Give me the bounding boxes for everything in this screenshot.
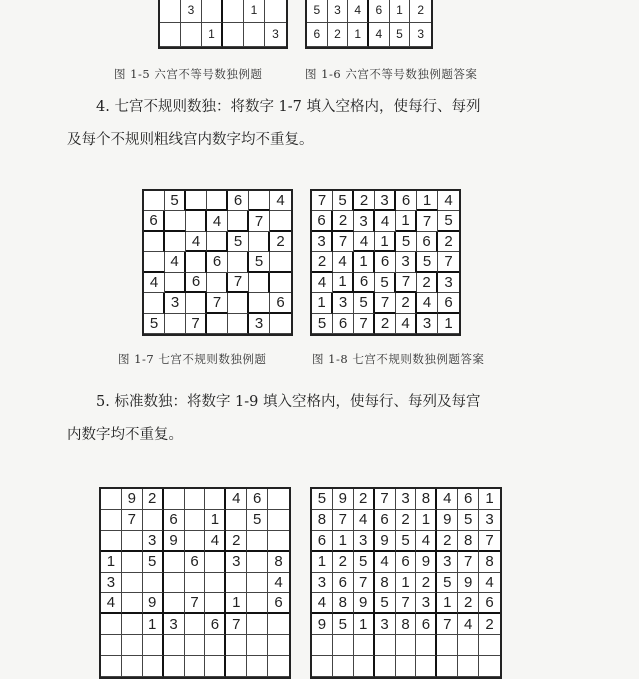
figure-1-5-puzzle-grid (158, 0, 288, 49)
grid-cell (265, 0, 286, 23)
grid-cell: 6 (312, 531, 333, 552)
grid-cell: 2 (312, 252, 333, 272)
grid-cell: 9 (437, 510, 458, 531)
grid-cell (164, 635, 185, 656)
grid-cell (416, 656, 437, 677)
grid-cell (186, 252, 207, 272)
grid-cell: 4 (369, 23, 390, 47)
grid-cell (205, 656, 226, 677)
grid-cell: 7 (375, 489, 396, 510)
grid-cell: 5 (375, 273, 396, 293)
section-5-text-line-2: 内数字均不重复。 (67, 427, 183, 443)
grid-cell (375, 656, 396, 677)
grid-cell: 2 (375, 314, 396, 334)
grid-cell: 5 (437, 573, 458, 594)
grid-cell: 8 (416, 489, 437, 510)
grid-cell: 1 (143, 614, 164, 635)
figure-1-7-puzzle-grid (142, 189, 293, 336)
grid-cell: 1 (396, 573, 417, 594)
grid-cell: 6 (375, 252, 396, 272)
grid-cell (312, 656, 333, 677)
grid-cell (164, 489, 185, 510)
grid-cell (268, 531, 289, 552)
grid-cell: 3 (438, 273, 459, 293)
grid-cell (205, 489, 226, 510)
grid-cell (333, 656, 354, 677)
grid-cell: 1 (438, 314, 459, 334)
grid-cell: 4 (226, 489, 247, 510)
grid-cell (226, 510, 247, 531)
grid-cell: 6 (458, 489, 479, 510)
grid-cell (202, 0, 223, 23)
grid-cell: 1 (226, 593, 247, 614)
grid-cell (458, 656, 479, 677)
grid-cell: 7 (417, 211, 438, 231)
grid-cell (186, 191, 207, 211)
grid-cell (247, 573, 268, 594)
grid-cell: 3 (417, 314, 438, 334)
grid-cell (268, 614, 289, 635)
grid-cell (268, 489, 289, 510)
grid-cell (396, 635, 417, 656)
grid-cell (165, 314, 186, 334)
grid-cell (185, 635, 206, 656)
grid-cell: 7 (458, 552, 479, 573)
grid-cell: 2 (354, 191, 375, 211)
grid-cell: 2 (438, 232, 459, 252)
grid-cell (205, 635, 226, 656)
grid-cell: 5 (458, 510, 479, 531)
grid-cell: 5 (143, 552, 164, 573)
grid-cell (396, 656, 417, 677)
grid-cell: 7 (207, 293, 228, 313)
grid-cell (122, 531, 143, 552)
grid-cell: 1 (312, 552, 333, 573)
grid-cell (249, 293, 270, 313)
grid-cell: 7 (437, 614, 458, 635)
grid-cell (458, 635, 479, 656)
grid-cell: 5 (375, 593, 396, 614)
grid-cell: 9 (333, 489, 354, 510)
grid-cell: 4 (438, 191, 459, 211)
grid-cell: 5 (354, 552, 375, 573)
grid-cell: 6 (417, 232, 438, 252)
grid-cell (143, 573, 164, 594)
grid-cell: 6 (354, 273, 375, 293)
grid-cell (164, 552, 185, 573)
grid-cell: 6 (375, 510, 396, 531)
grid-cell: 9 (164, 531, 185, 552)
grid-cell: 2 (333, 552, 354, 573)
grid-cell: 1 (354, 614, 375, 635)
grid-cell (185, 510, 206, 531)
grid-cell: 3 (101, 573, 122, 594)
grid-cell: 3 (354, 211, 375, 231)
grid-cell: 2 (417, 273, 438, 293)
grid-cell (164, 573, 185, 594)
grid-cell: 2 (416, 573, 437, 594)
grid-cell: 7 (333, 510, 354, 531)
grid-cell: 5 (249, 252, 270, 272)
grid-cell (247, 593, 268, 614)
grid-cell: 7 (185, 593, 206, 614)
grid-cell: 6 (144, 211, 165, 231)
grid-cell (144, 293, 165, 313)
grid-cell (144, 191, 165, 211)
figure-1-9-puzzle-grid (99, 487, 291, 679)
grid-cell (247, 552, 268, 573)
grid-cell: 3 (265, 23, 286, 47)
grid-cell (437, 656, 458, 677)
grid-cell (185, 573, 206, 594)
grid-cell (247, 656, 268, 677)
figure-1-6-answer-grid (305, 0, 433, 49)
grid-cell: 4 (165, 252, 186, 272)
grid-cell (333, 635, 354, 656)
grid-cell (270, 252, 291, 272)
grid-cell: 1 (333, 531, 354, 552)
figure-1-8-caption: 图 1-8 七宫不规则数独例题答案 (312, 352, 485, 366)
grid-cell: 4 (348, 0, 369, 23)
grid-cell: 7 (396, 593, 417, 614)
figure-1-7-caption: 图 1-7 七宫不规则数独例题 (118, 352, 267, 366)
grid-cell: 3 (312, 232, 333, 252)
grid-cell: 4 (312, 273, 333, 293)
grid-cell (164, 656, 185, 677)
grid-cell: 5 (312, 489, 333, 510)
grid-cell: 6 (268, 593, 289, 614)
grid-cell (164, 593, 185, 614)
grid-cell: 5 (247, 510, 268, 531)
grid-cell: 3 (396, 489, 417, 510)
grid-cell: 8 (458, 531, 479, 552)
grid-cell: 6 (479, 593, 500, 614)
grid-cell (144, 232, 165, 252)
grid-cell: 3 (312, 573, 333, 594)
grid-cell (143, 635, 164, 656)
grid-cell: 5 (333, 191, 354, 211)
grid-cell (247, 531, 268, 552)
grid-cell: 4 (354, 232, 375, 252)
grid-cell: 9 (122, 489, 143, 510)
grid-cell: 2 (143, 489, 164, 510)
grid-cell: 9 (143, 593, 164, 614)
grid-cell: 1 (205, 510, 226, 531)
grid-cell (160, 23, 181, 47)
grid-cell (268, 635, 289, 656)
grid-cell: 6 (396, 191, 417, 211)
grid-cell (270, 273, 291, 293)
grid-cell (354, 656, 375, 677)
grid-cell (226, 635, 247, 656)
grid-cell (249, 232, 270, 252)
grid-cell: 3 (181, 0, 202, 23)
grid-cell: 7 (354, 314, 375, 334)
grid-cell: 8 (268, 552, 289, 573)
grid-cell: 8 (375, 573, 396, 594)
grid-cell: 6 (185, 552, 206, 573)
grid-cell (101, 656, 122, 677)
grid-cell: 2 (328, 23, 349, 47)
grid-cell: 7 (186, 314, 207, 334)
grid-cell: 3 (226, 552, 247, 573)
grid-cell: 6 (270, 293, 291, 313)
grid-cell: 6 (369, 0, 390, 23)
section-4-text-line-1: 4. 七宫不规则数独：将数字 1-7 填入空格内，使每行、每列 (96, 99, 481, 115)
grid-cell: 6 (205, 614, 226, 635)
grid-cell: 4 (205, 531, 226, 552)
grid-cell: 4 (270, 191, 291, 211)
grid-cell (165, 273, 186, 293)
grid-cell: 3 (375, 614, 396, 635)
grid-cell: 1 (375, 232, 396, 252)
grid-cell: 2 (458, 593, 479, 614)
grid-cell: 3 (437, 552, 458, 573)
grid-cell: 5 (417, 252, 438, 272)
grid-cell: 9 (375, 531, 396, 552)
grid-cell (249, 273, 270, 293)
grid-cell: 7 (312, 191, 333, 211)
grid-cell: 6 (247, 489, 268, 510)
grid-cell: 2 (396, 293, 417, 313)
grid-cell (143, 510, 164, 531)
grid-cell: 1 (479, 489, 500, 510)
grid-cell (205, 573, 226, 594)
grid-cell (186, 211, 207, 231)
grid-cell: 3 (479, 510, 500, 531)
grid-cell (122, 614, 143, 635)
grid-cell: 5 (438, 211, 459, 231)
grid-cell: 7 (333, 232, 354, 252)
grid-cell: 1 (417, 191, 438, 211)
grid-cell: 4 (458, 614, 479, 635)
grid-cell: 2 (354, 489, 375, 510)
grid-cell: 2 (479, 614, 500, 635)
grid-cell: 5 (396, 232, 417, 252)
grid-cell (185, 531, 206, 552)
grid-cell (226, 573, 247, 594)
grid-cell (223, 0, 244, 23)
grid-cell (207, 314, 228, 334)
grid-cell (185, 656, 206, 677)
grid-cell: 1 (437, 593, 458, 614)
grid-cell (223, 23, 244, 47)
grid-cell: 4 (416, 531, 437, 552)
figure-1-8-answer-grid (310, 189, 461, 336)
grid-cell (181, 23, 202, 47)
grid-cell: 7 (438, 252, 459, 272)
grid-cell (122, 635, 143, 656)
figure-1-6-caption: 图 1-6 六宫不等号数独例题答案 (305, 67, 478, 81)
grid-cell (354, 635, 375, 656)
grid-cell: 4 (375, 552, 396, 573)
grid-cell: 4 (417, 293, 438, 313)
grid-cell: 1 (396, 211, 417, 231)
grid-cell: 3 (328, 0, 349, 23)
grid-cell: 5 (144, 314, 165, 334)
grid-cell (247, 614, 268, 635)
grid-cell (144, 252, 165, 272)
grid-cell: 4 (396, 314, 417, 334)
grid-cell (268, 656, 289, 677)
grid-cell: 6 (307, 23, 328, 47)
grid-cell (270, 314, 291, 334)
grid-cell: 2 (270, 232, 291, 252)
grid-cell (375, 635, 396, 656)
grid-cell (228, 314, 249, 334)
grid-cell: 1 (101, 552, 122, 573)
grid-cell: 5 (228, 232, 249, 252)
grid-cell (207, 191, 228, 211)
grid-cell: 6 (333, 573, 354, 594)
section-4-text-line-2: 及每个不规则粗线宫内数字均不重复。 (67, 132, 314, 148)
grid-cell (122, 656, 143, 677)
grid-cell (244, 23, 265, 47)
grid-cell (122, 573, 143, 594)
grid-cell: 1 (202, 23, 223, 47)
grid-cell (101, 635, 122, 656)
grid-cell: 4 (268, 573, 289, 594)
grid-cell (416, 635, 437, 656)
grid-cell: 9 (354, 593, 375, 614)
grid-cell (479, 656, 500, 677)
grid-cell: 3 (410, 23, 431, 47)
figure-1-10-answer-grid (310, 487, 502, 679)
grid-cell: 5 (390, 23, 411, 47)
grid-cell: 9 (416, 552, 437, 573)
grid-cell: 7 (396, 273, 417, 293)
grid-cell: 3 (164, 614, 185, 635)
grid-cell (312, 635, 333, 656)
grid-cell: 7 (122, 510, 143, 531)
grid-cell: 8 (479, 552, 500, 573)
grid-cell (101, 510, 122, 531)
grid-cell (247, 635, 268, 656)
grid-cell: 4 (479, 573, 500, 594)
grid-cell: 4 (144, 273, 165, 293)
grid-cell (122, 593, 143, 614)
grid-cell: 9 (458, 573, 479, 594)
grid-cell: 7 (249, 211, 270, 231)
grid-cell: 1 (390, 0, 411, 23)
grid-cell: 2 (396, 510, 417, 531)
grid-cell: 8 (312, 510, 333, 531)
grid-cell (207, 273, 228, 293)
grid-cell: 2 (410, 0, 431, 23)
grid-cell: 1 (244, 0, 265, 23)
grid-cell: 5 (396, 531, 417, 552)
grid-cell: 4 (207, 211, 228, 231)
grid-cell (143, 656, 164, 677)
grid-cell: 6 (312, 211, 333, 231)
grid-cell: 6 (333, 314, 354, 334)
grid-cell: 3 (396, 252, 417, 272)
grid-cell: 5 (312, 314, 333, 334)
grid-cell: 6 (416, 614, 437, 635)
grid-cell (270, 211, 291, 231)
grid-cell (479, 635, 500, 656)
grid-cell (207, 232, 228, 252)
grid-cell: 4 (312, 593, 333, 614)
grid-cell (186, 293, 207, 313)
grid-cell: 2 (226, 531, 247, 552)
grid-cell: 1 (333, 273, 354, 293)
figure-1-5-caption: 图 1-5 六宫不等号数独例题 (114, 67, 263, 81)
grid-cell: 7 (375, 293, 396, 313)
grid-cell: 3 (333, 293, 354, 313)
grid-cell (185, 614, 206, 635)
grid-cell: 3 (375, 191, 396, 211)
grid-cell: 6 (207, 252, 228, 272)
grid-cell (165, 232, 186, 252)
grid-cell (268, 510, 289, 531)
grid-cell: 1 (312, 293, 333, 313)
grid-cell: 3 (165, 293, 186, 313)
grid-cell (185, 489, 206, 510)
grid-cell: 7 (479, 531, 500, 552)
grid-cell (437, 635, 458, 656)
grid-cell (101, 531, 122, 552)
grid-cell (165, 211, 186, 231)
grid-cell (226, 656, 247, 677)
grid-cell: 1 (416, 510, 437, 531)
grid-cell: 3 (416, 593, 437, 614)
grid-cell: 8 (396, 614, 417, 635)
grid-cell: 7 (228, 273, 249, 293)
grid-cell: 3 (354, 531, 375, 552)
grid-cell: 6 (186, 273, 207, 293)
grid-cell: 2 (437, 531, 458, 552)
grid-cell (228, 211, 249, 231)
grid-cell: 6 (228, 191, 249, 211)
grid-cell: 5 (354, 293, 375, 313)
grid-cell: 4 (354, 510, 375, 531)
grid-cell (205, 593, 226, 614)
grid-cell (101, 489, 122, 510)
grid-cell (205, 552, 226, 573)
grid-cell: 4 (333, 252, 354, 272)
grid-cell: 1 (354, 252, 375, 272)
grid-cell (101, 614, 122, 635)
grid-cell (228, 252, 249, 272)
grid-cell (122, 552, 143, 573)
grid-cell: 4 (186, 232, 207, 252)
grid-cell: 4 (375, 211, 396, 231)
grid-cell: 8 (333, 593, 354, 614)
section-5-text-line-1: 5. 标准数独：将数字 1-9 填入空格内，使每行、每列及每宫 (96, 394, 481, 410)
grid-cell: 5 (333, 614, 354, 635)
grid-cell: 2 (333, 211, 354, 231)
grid-cell (228, 293, 249, 313)
grid-cell: 5 (307, 0, 328, 23)
grid-cell: 4 (437, 489, 458, 510)
grid-cell: 6 (396, 552, 417, 573)
grid-cell (249, 191, 270, 211)
grid-cell: 6 (438, 293, 459, 313)
grid-cell: 7 (354, 573, 375, 594)
grid-cell (160, 0, 181, 23)
grid-cell: 5 (165, 191, 186, 211)
grid-cell: 7 (226, 614, 247, 635)
grid-cell: 3 (143, 531, 164, 552)
grid-cell: 3 (249, 314, 270, 334)
grid-cell: 1 (348, 23, 369, 47)
grid-cell: 4 (101, 593, 122, 614)
grid-cell: 9 (312, 614, 333, 635)
grid-cell: 6 (164, 510, 185, 531)
